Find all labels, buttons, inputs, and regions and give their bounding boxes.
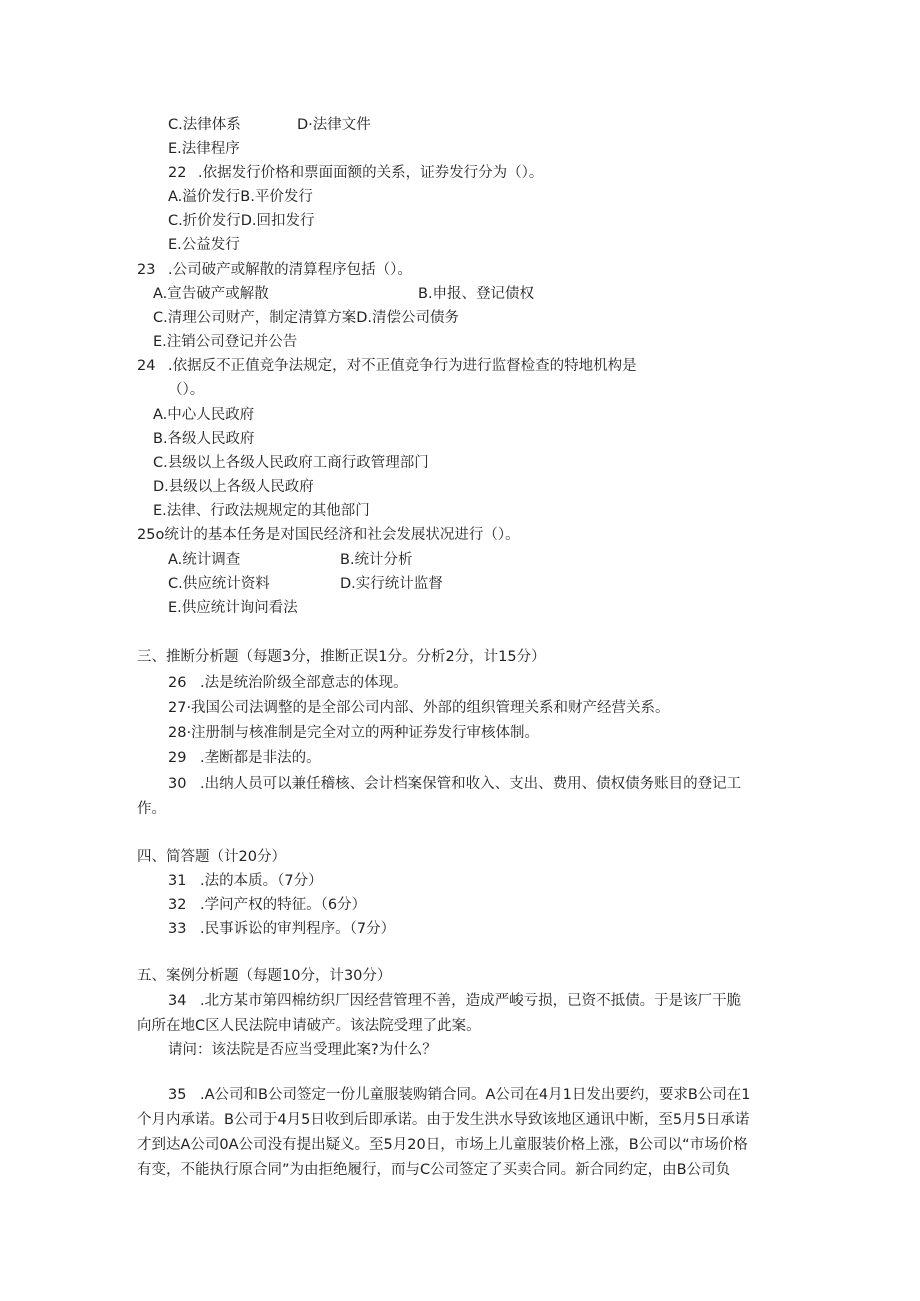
q33-question: [168, 920, 395, 938]
q24-number: 24: [137, 358, 156, 374]
q23-question: [137, 261, 412, 279]
q30-text: .出纳人员可以兼任稽核、会计档案保管和收入、支出、费用、债权债务账目的登记工: [200, 776, 742, 792]
q34-number: 34: [168, 993, 187, 1009]
q34-text-line2: 向所在地C区人民法院申请破产。该法院受理了此案。: [137, 1018, 481, 1034]
q25-option-e: E.供应统计询问看法: [168, 600, 298, 616]
q35-number: 35: [168, 1087, 187, 1103]
q26-number: 26: [168, 675, 187, 691]
section3-heading: 三、推断分析题（每题3分，推断正误1分。分析2分，计15分）: [137, 649, 546, 665]
q24-option-a: A.中心人民政府: [153, 407, 255, 423]
q33-number: 33: [168, 921, 187, 937]
q22-stem: .依据发行价格和票面面额的关系，证券发行分为（）。: [198, 165, 544, 181]
q29-question: [168, 749, 321, 767]
q21-option-c: C.法律体系: [168, 117, 241, 133]
q34-text-line1: .北方某市第四棉纺织厂因经营管理不善，造成严峻亏损，已资不抵债。于是该厂干脆: [200, 993, 742, 1009]
q24-option-e: E.法律、行政法规规定的其他部门: [153, 503, 370, 519]
q22-options-ab: A.溢价发行B.平价发行: [168, 189, 313, 205]
q22-option-e: E.公益发行: [168, 237, 240, 253]
q23-stem: .公司破产或解散的清算程序包括（）。: [168, 262, 412, 278]
section4-heading: 四、简答题（计20分）: [137, 849, 286, 865]
q24-option-d: D.县级以上各级人民政府: [153, 479, 314, 495]
q34-question: [168, 992, 741, 1010]
q30-text-continued: 作。: [137, 801, 166, 817]
q28-question: 28·注册制与核准制是完全对立的两种证券发行审核体制。: [168, 725, 540, 741]
q32-number: 32: [168, 897, 187, 913]
q35-question: [168, 1086, 751, 1104]
q25-option-c: C.供应统计资料: [168, 576, 270, 592]
q31-text: .法的本质。（7分）: [200, 873, 323, 889]
q23-number: 23: [137, 262, 156, 278]
q26-text: .法是统治阶级全部意志的体现。: [200, 675, 408, 691]
q23-option-b: B.申报、登记债权: [418, 286, 535, 302]
q23-option-e: E.注销公司登记并公告: [153, 334, 298, 350]
q31-number: 31: [168, 873, 187, 889]
q30-number: 30: [168, 776, 187, 792]
q25-option-d: D.实行统计监督: [340, 576, 443, 592]
q32-question: [168, 896, 366, 914]
q24-stem: .依据反不正值竞争法规定，对不正值竞争行为进行监督检查的特地机构是: [168, 358, 637, 374]
q34-ask: 请问：该法院是否应当受理此案?为什么？: [168, 1042, 437, 1058]
q29-number: 29: [168, 750, 187, 766]
q22-number: 22: [168, 165, 187, 181]
q24-option-c: C.县级以上各级人民政府工商行政管理部门: [153, 455, 429, 471]
q21-option-d: D·法律文件: [297, 117, 371, 133]
q21-option-e: E.法律程序: [168, 141, 240, 157]
q25-option-b: B.统计分析: [340, 552, 413, 568]
q35-text-line1: .A公司和B公司签定一份儿童服装购销合同。A公司在4月1日发出要约，要求B公司在1: [200, 1087, 751, 1103]
q35-text-line2: 个月内承诺。B公司于4月5日收到后即承诺。由于发生洪水导致该地区通讯中断，至5月5日承诺: [137, 1112, 750, 1128]
q29-text: .垄断都是非法的。: [200, 750, 321, 766]
q35-text-line4: 有变，不能执行原合同”为由拒绝履行，而与C公司签定了买卖合同。新合同约定，由B公司负: [137, 1162, 731, 1178]
q22-question: [168, 164, 543, 182]
q26-question: [168, 674, 408, 692]
q25-question: 25o统计的基本任务是对国民经济和社会发展状况进行（）。: [137, 527, 520, 543]
q31-question: [168, 872, 323, 890]
q24-stem-continued: （）。: [168, 382, 205, 398]
q27-question: 27·我国公司法调整的是全部公司内部、外部的组织管理关系和财产经营关系。: [168, 700, 670, 716]
section5-heading: 五、案例分析题（每题10分，计30分）: [137, 968, 392, 984]
q25-option-a: A.统计调查: [168, 552, 241, 568]
q23-option-a: A.宣告破产或解散: [153, 286, 269, 302]
q30-question: [168, 775, 741, 793]
q22-options-cd: C.折价发行D.回扣发行: [168, 213, 315, 229]
q32-text: .学问产权的特征。（6分）: [200, 897, 367, 913]
q35-text-line3: 才到达A公司0A公司没有提出疑义。至5月20日，市场上儿童服装价格上涨，B公司以“市场价格: [137, 1137, 748, 1153]
q33-text: .民事诉讼的审判程序。（7分）: [200, 921, 396, 937]
q24-question: [137, 357, 637, 375]
q23-options-cd: C.清理公司财产，制定清算方案D.清偿公司债务: [153, 310, 460, 326]
q24-option-b: B.各级人民政府: [153, 431, 255, 447]
